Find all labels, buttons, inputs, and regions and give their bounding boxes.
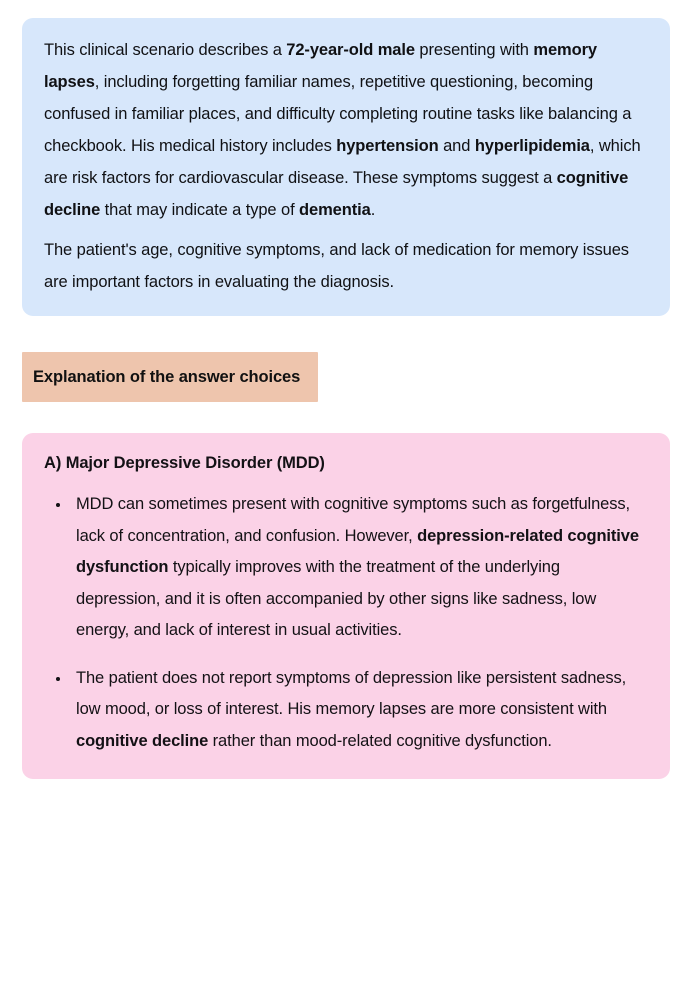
bullet-point-icon — [56, 677, 60, 681]
list-item-text: MDD can sometimes present with cognitive symptoms such as forgetfulness, lack of concentration, and confusion. However, depression-related cognitive dysfunction typically improves with the treatment of the underlying depression, and it is often accompanied by other signs like sadness, low energy, and lack of interest in usual activities. — [76, 495, 639, 639]
scenario-paragraph-2: The patient's age, cognitive symptoms, and lack of medication for memory issues are important factors in evaluating the diagnosis. — [44, 241, 629, 291]
list-item — [54, 489, 648, 647]
clinical-scenario-callout — [22, 18, 670, 316]
answer-choice-card-a — [22, 433, 670, 779]
section-heading-explanation: Explanation of the answer choices — [22, 352, 318, 402]
bullet-point-icon — [56, 503, 60, 507]
list-item-text: The patient does not report symptoms of depression like persistent sadness, low mood, or loss of interest. His memory lapses are more consistent with cognitive decline rather than mood-related cognitive dysfunction. — [76, 668, 627, 750]
answer-choice-title: A) Major Depressive Disorder (MDD) — [44, 454, 325, 472]
answer-choice-bullet-list — [44, 489, 648, 757]
scenario-paragraph-1: This clinical scenario describes a 72-year-old male presenting with memory lapses, including forgetting familiar names, repetitive questioning, becoming confused in familiar places, and difficulty completing routine tasks like balancing a checkbook. His medical history includes hypertension and hyperlipidemia, which are risk factors for cardiovascular disease. These symptoms suggest a cognitive decline that may indicate a type of dementia. — [44, 41, 641, 219]
list-item — [54, 663, 648, 758]
